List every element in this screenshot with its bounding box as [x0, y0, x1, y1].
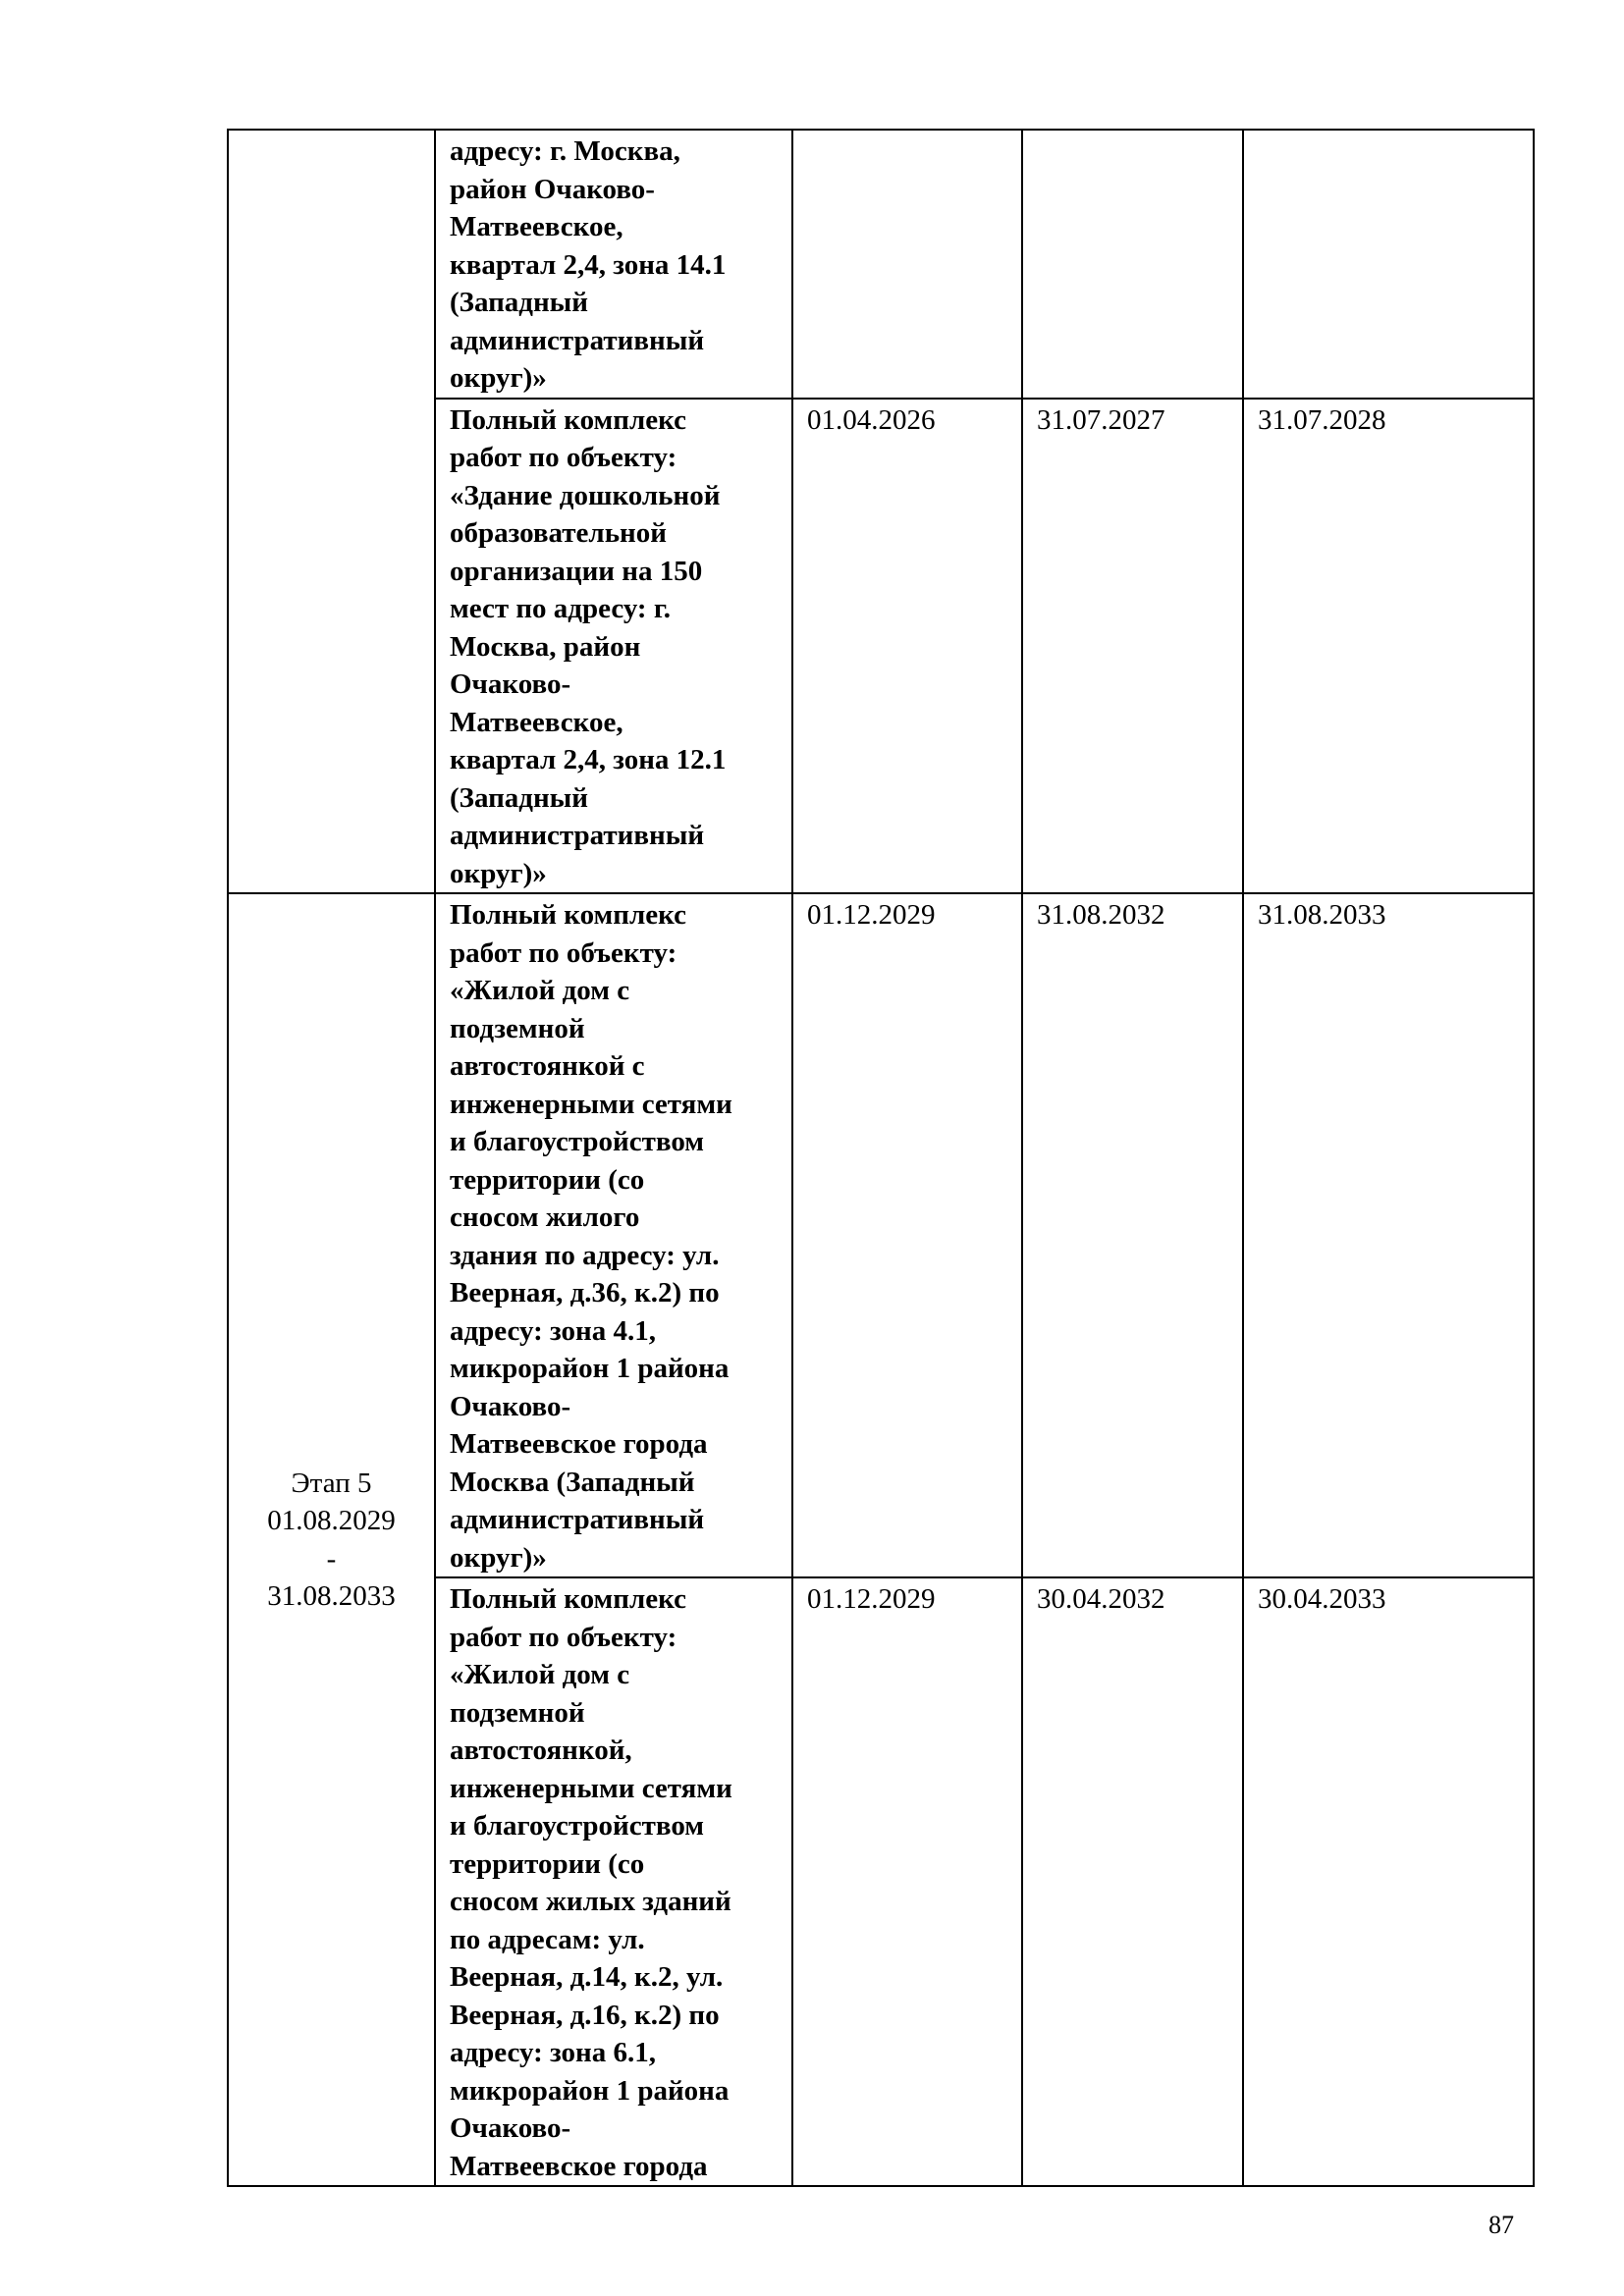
table-row — [228, 893, 1534, 1577]
work-line: Полный комплекс — [450, 403, 686, 436]
final-end-date-cell: 31.07.2028 — [1243, 399, 1534, 894]
work-line: Веерная, д.14, к.2, ул. — [450, 1961, 724, 1993]
work-line: по адресам: ул. — [450, 1923, 645, 1955]
work-line: Веерная, д.16, к.2) по — [450, 1999, 720, 2031]
work-line: микрорайон 1 района — [450, 1353, 730, 1384]
work-line: Очаково- — [450, 2112, 571, 2144]
work-line: работ по объекту: — [450, 936, 677, 969]
work-line: Матвеевское, — [450, 706, 623, 738]
work-line: адресу: г. Москва, — [450, 135, 680, 167]
stage-cell — [228, 893, 435, 2186]
stage-end-date: 31.08.2033 — [267, 1580, 396, 1612]
page-number: 87 — [1489, 2211, 1514, 2239]
work-line: подземной — [450, 1012, 585, 1044]
work-line: и благоустройством — [450, 1126, 705, 1157]
work-line: Матвеевское, — [450, 211, 623, 242]
schedule-table — [227, 129, 1535, 2187]
stage-start-date: 01.08.2029 — [267, 1505, 396, 1536]
work-description-cell — [435, 399, 792, 894]
work-line: Очаково- — [450, 1390, 571, 1422]
start-date-cell: 01.04.2026 — [792, 399, 1022, 894]
work-line: (Западный — [450, 781, 589, 814]
work-line: Веерная, д.36, к.2) по — [450, 1277, 720, 1308]
work-line: «Здание дошкольной — [450, 479, 721, 511]
table-row — [228, 130, 1534, 399]
work-line: сносом жилого — [450, 1201, 640, 1233]
work-description-cell — [435, 893, 792, 1577]
work-line: «Жилой дом с — [450, 1659, 630, 1690]
stage-name: Этап 5 — [291, 1467, 372, 1499]
start-date-cell: 01.12.2029 — [792, 893, 1022, 1577]
work-line: округ)» — [450, 857, 547, 889]
work-line: Москва (Западный — [450, 1466, 695, 1498]
work-line: Матвеевское города — [450, 1428, 708, 1460]
stage-date-separator: - — [326, 1542, 337, 1575]
work-description-cell — [435, 1577, 792, 2186]
stage-cell-empty — [228, 130, 435, 893]
work-line: Очаково- — [450, 668, 571, 700]
work-line: автостоянкой, — [450, 1735, 632, 1766]
work-line: инженерными сетями — [450, 1088, 732, 1120]
work-line: работ по объекту: — [450, 1621, 677, 1653]
work-line: автостоянкой с — [450, 1050, 645, 1082]
construction-end-date-cell: 31.08.2032 — [1022, 893, 1243, 1577]
start-date-cell — [792, 130, 1022, 399]
work-line: квартал 2,4, зона 14.1 — [450, 248, 727, 281]
work-line: организации на 150 — [450, 555, 703, 587]
work-line: адресу: зона 4.1, — [450, 1314, 656, 1347]
work-line: сносом жилых зданий — [450, 1886, 731, 1917]
final-end-date-cell — [1243, 130, 1534, 399]
work-line: округ)» — [450, 362, 547, 394]
work-line: территории (со — [450, 1847, 645, 1880]
work-line: образовательной — [450, 517, 667, 549]
work-description-cell — [435, 130, 792, 399]
work-line: административный — [450, 820, 705, 851]
work-line: район Очаково- — [450, 173, 655, 205]
work-line: округ)» — [450, 1541, 547, 1574]
construction-end-date-cell: 31.07.2027 — [1022, 399, 1243, 894]
construction-end-date-cell — [1022, 130, 1243, 399]
work-line: здания по адресу: ул. — [450, 1239, 720, 1271]
final-end-date-cell: 31.08.2033 — [1243, 893, 1534, 1577]
work-line: (Западный — [450, 287, 589, 318]
work-line: «Жилой дом с — [450, 975, 630, 1006]
work-line: территории (со — [450, 1163, 645, 1196]
work-line: подземной — [450, 1696, 585, 1729]
work-line: мест по адресу: г. — [450, 593, 671, 624]
work-line: Полный комплекс — [450, 899, 686, 931]
work-line: квартал 2,4, зона 12.1 — [450, 744, 727, 775]
final-end-date-cell: 30.04.2033 — [1243, 1577, 1534, 2186]
work-line: работ по объекту: — [450, 442, 677, 473]
work-line: административный — [450, 324, 705, 356]
work-line: инженерными сетями — [450, 1772, 732, 1804]
construction-end-date-cell: 30.04.2032 — [1022, 1577, 1243, 2186]
work-line: адресу: зона 6.1, — [450, 2037, 656, 2068]
work-line: Полный комплекс — [450, 1583, 686, 1615]
work-line: Москва, район — [450, 630, 641, 663]
start-date-cell: 01.12.2029 — [792, 1577, 1022, 2186]
work-line: административный — [450, 1504, 705, 1535]
work-line: микрорайон 1 района — [450, 2074, 730, 2107]
work-line: и благоустройством — [450, 1810, 705, 1842]
work-line: Матвеевское города — [450, 2150, 708, 2182]
